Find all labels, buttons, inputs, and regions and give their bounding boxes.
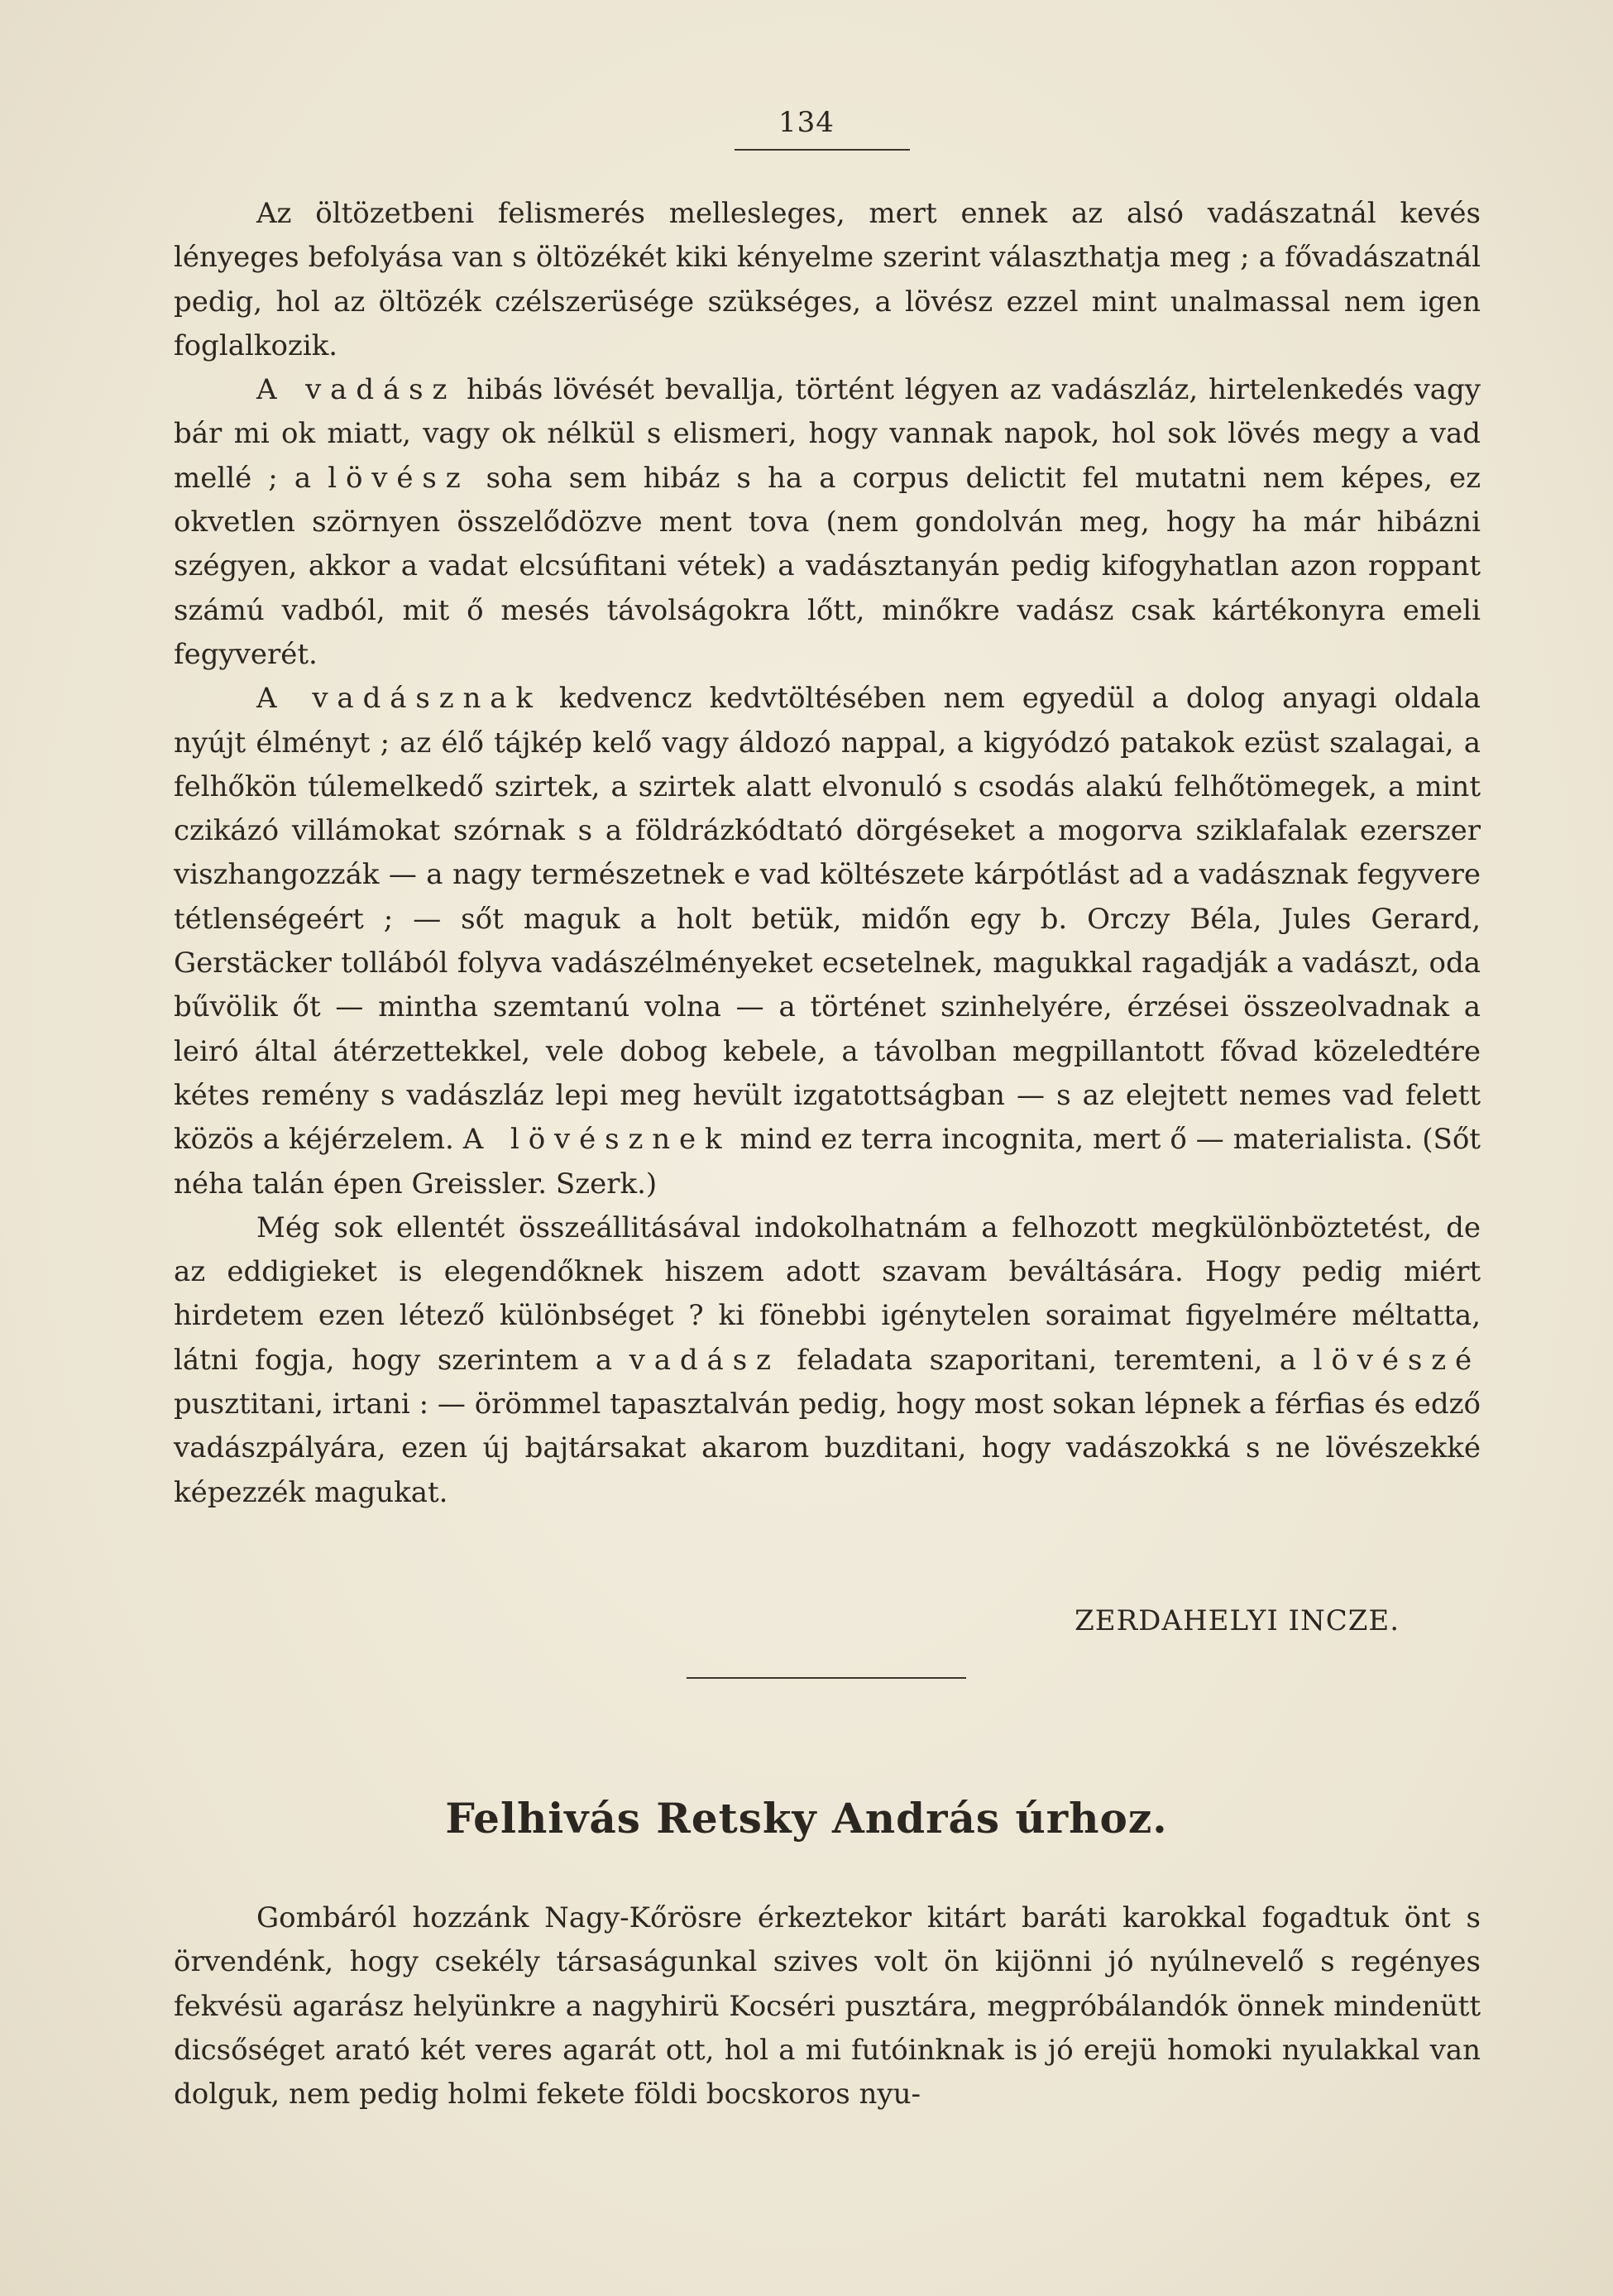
section-divider <box>687 1677 966 1679</box>
paragraph-5: Gombáról hozzánk Nagy-Kőrösre érkeztekor kitárt baráti karokkal fogadtuk önt s örvendénk, hogy csekély társaságunkal szives volt ön kijönni jó nyúlnevelő s regényes fekvésü agarász helyünkre a nagyhirü Kocséri pusztára, megpróbálandók önnek mindenütt dicsőséget arató két veres agarát ott, hol a mi futóinknak is jó erejü homoki nyulakkal van dolguk, nem pedig holmi fekete földi bocskoros nyu- <box>174 1901 1481 2111</box>
paragraph-4 <box>174 1206 1481 1515</box>
letter-body <box>174 1896 1481 2116</box>
paragraph-text: pusztitani, irtani : — örömmel tapasztalván pedig, hogy most sokan lépnek a férfias és edző vadászpályára, ezen új bajtársakat akarom buzditani, hogy vadászokká s ne lövészekké képezzék magukat. <box>174 1388 1481 1509</box>
paragraph-text: kedvencz kedvtöltésében nem egyedül a dolog anyagi oldala nyújt élményt ; az élő tájkép kelő vagy áldozó nappal, a kigyódzó patakok ezüst szalagai, a felhőkön túlemelkedő szirtek, a szirtek alatt elvonuló s csodás alakú felhőtömegek, a mint czikázó villámokat szórnak s a földrázkódtató dörgéseket a mogorva sziklafalak ezerszer viszhangozzák — a nagy természetnek e vad költészete kárpótlást ad a vadásznak fegyvere tétlenségeért ; — sőt maguk a holt betük, midőn egy b. Orczy Béla, Jules Gerard, Gerstäcker tollából folyva vadászélményeket ecsetelnek, magukkal ragadják a vadászt, oda bűvölik őt — mintha szemtanú volna — a történet szinhelyére, érzései összeolvadnak a leiró által átérzettekkel, vele dobog kebele, a távolban megpillantott fővad közeledtére kétes remény s vadászláz lepi meg hevült izgatottságban — s az elejtett nemes vad felett közös a kéjérzelem. <box>174 682 1481 1157</box>
paragraph-text: mind ez terra incognita, mert ő — materialista. (Sőt néha talán épen Greissler. Szerk.) <box>174 1123 1481 1201</box>
paragraph-3 <box>174 677 1481 1206</box>
paragraph-text: Még sok ellentét összeállitásával indokolhatnám a felhozott megkülönböztetést, de az eddigieket is elegendőknek hiszem adott szavam beváltására. Hogy pedig miért hirdetem ezen létező különbséget ? ki fönebbi igénytelen soraimat figyelmére méltatta, látni fogja, hogy szerintem a <box>174 1210 1481 1377</box>
page-number: 134 <box>778 106 835 139</box>
paragraph-text: hibás lövését bevallja, történt légyen az vadászláz, hirtelenkedés vagy bár mi ok miatt, vagy ok nélkül s elismeri, hogy vannak napok, hol sok lövés megy a vad mellé ; a <box>174 373 1481 495</box>
paragraph-2 <box>174 368 1481 677</box>
spaced-word: lövész <box>328 461 470 495</box>
spaced-word: lövészé <box>1313 1343 1481 1377</box>
spaced-word: vadász <box>629 1343 780 1377</box>
article-body <box>174 192 1481 1515</box>
paragraph-text: soha sem hibáz s ha a corpus delictit fel mutatni nem képes, ez okvetlen szörnyen összelődözve ment tova (nem gondolván meg, hogy ha már hibázni szégyen, akkor a vadat elcsúfitani vétek) a vadásztanyán pedig kifogyhatlan azon roppant számú vadból, mit ő mesés távolságokra lőtt, minőkre vadász csak kártékonyra emeli fegyverét. <box>174 461 1481 671</box>
spaced-word: A vadásznak <box>256 682 542 716</box>
paragraph-text: feladata szaporitani, teremteni, a <box>779 1343 1314 1377</box>
page-number-rule <box>735 149 910 151</box>
section-heading: Felhivás Retsky András úrhoz. <box>445 1794 1168 1843</box>
spaced-word: A vadász <box>256 373 457 407</box>
paragraph-1: Az öltözetbeni felismerés mellesleges, mert ennek az alsó vadászatnál kevés lényeges befolyása van s öltözékét kiki kényelme szerint választhatja meg ; a fővadászatnál pedig, hol az öltözék czélszerüsége szükséges, a lövész ezzel mint unalmassal nem igen foglalkozik. <box>174 197 1481 362</box>
author-signature: ZERDAHELYI INCZE. <box>1075 1604 1400 1637</box>
spaced-word: A lövésznek <box>462 1123 731 1157</box>
